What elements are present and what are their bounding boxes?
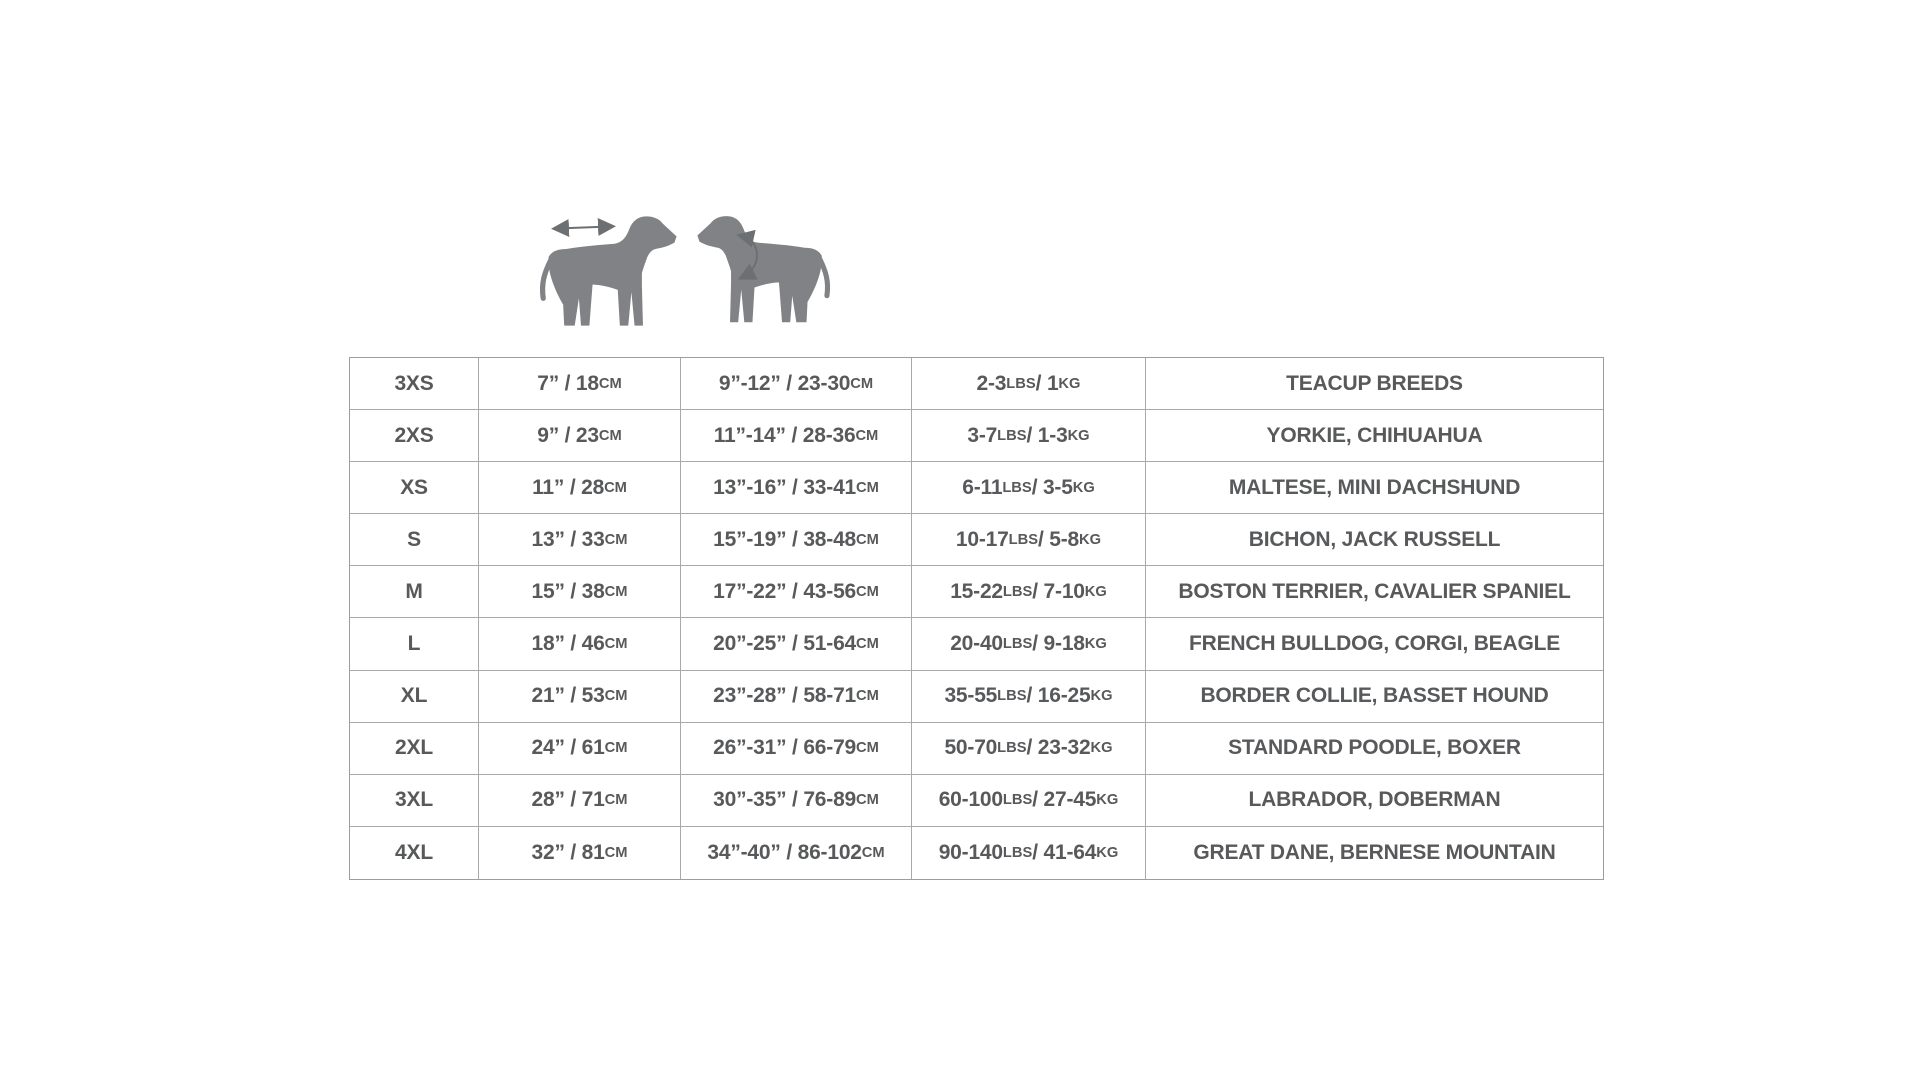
cell-size: XL bbox=[350, 671, 479, 723]
cell-weight: 50-70 LBS / 23-32 KG bbox=[912, 723, 1146, 775]
cell-chest: 34”-40” / 86-102 CM bbox=[681, 827, 912, 879]
cell-back-length: 28” / 71 CM bbox=[479, 775, 681, 827]
cell-weight: 3-7 LBS / 1-3 KG bbox=[912, 410, 1146, 462]
cell-back-length: 32” / 81 CM bbox=[479, 827, 681, 879]
back-length-arrow-icon bbox=[557, 227, 610, 229]
size-table bbox=[349, 357, 1604, 880]
cell-breeds: LABRADOR, DOBERMAN bbox=[1146, 775, 1603, 827]
cell-breeds: GREAT DANE, BERNESE MOUNTAIN bbox=[1193, 840, 1556, 864]
cell-weight: 2-3 LBS / 1 KG bbox=[912, 358, 1146, 410]
cell-back-length: 7” / 18 CM bbox=[479, 358, 681, 410]
cell-breeds: BORDER COLLIE, BASSET HOUND bbox=[1146, 671, 1603, 723]
cell-breeds: FRENCH BULLDOG, CORGI, BEAGLE bbox=[1146, 618, 1603, 670]
cell-weight: 20-40 LBS / 9-18 KG bbox=[912, 618, 1146, 670]
cell-breeds: YORKIE, CHIHUAHUA bbox=[1146, 410, 1603, 462]
cell-chest: 15”-19” / 38-48 CM bbox=[681, 514, 912, 566]
cell-chest: 23”-28” / 58-71 CM bbox=[681, 671, 912, 723]
cell-weight: 15-22 LBS / 7-10 KG bbox=[912, 566, 1146, 618]
cell-weight: 60-100 LBS / 27-45 KG bbox=[912, 775, 1146, 827]
cell-size: M bbox=[350, 566, 479, 618]
cell-size: S bbox=[350, 514, 479, 566]
cell-breeds: TEACUP BREEDS bbox=[1146, 358, 1603, 410]
cell-size: L bbox=[350, 618, 479, 670]
cell-chest: 11”-14” / 28-36 CM bbox=[681, 410, 912, 462]
dog-chest-girth-icon bbox=[697, 216, 827, 322]
cell-chest: 17”-22” / 43-56 CM bbox=[681, 566, 912, 618]
cell-chest: 30”-35” / 76-89 CM bbox=[681, 775, 912, 827]
cell-breeds: STANDARD POODLE, BOXER bbox=[1146, 723, 1603, 775]
cell-chest: 20”-25” / 51-64 CM bbox=[681, 618, 912, 670]
cell-back-length: 11” / 28 CM bbox=[479, 462, 681, 514]
cell-back-length: 13” / 33 CM bbox=[479, 514, 681, 566]
cell-chest: 9”-12” / 23-30 CM bbox=[681, 358, 912, 410]
cell-size: 4XL bbox=[350, 827, 479, 879]
cell-chest: 26”-31” / 66-79 CM bbox=[681, 723, 912, 775]
cell-weight: 90-140 LBS / 41-64 KG bbox=[912, 827, 1146, 879]
cell-size: 2XL bbox=[350, 723, 479, 775]
cell-weight: 10-17 LBS / 5-8 KG bbox=[912, 514, 1146, 566]
cell-breeds: BICHON, JACK RUSSELL bbox=[1146, 514, 1603, 566]
cell-back-length: 24” / 61 CM bbox=[479, 723, 681, 775]
cell-chest: 13”-16” / 33-41 CM bbox=[681, 462, 912, 514]
dog-measurement-illustration bbox=[538, 203, 838, 335]
cell-size: 3XL bbox=[350, 775, 479, 827]
cell-breeds: MALTESE, MINI DACHSHUND bbox=[1146, 462, 1603, 514]
cell-weight: 6-11 LBS / 3-5 KG bbox=[912, 462, 1146, 514]
cell-breeds: BOSTON TERRIER, CAVALIER SPANIEL bbox=[1146, 566, 1603, 618]
dog-back-length-icon bbox=[543, 216, 677, 325]
cell-back-length: 15” / 38 CM bbox=[479, 566, 681, 618]
cell-back-length: 18” / 46 CM bbox=[479, 618, 681, 670]
cell-back-length: 9” / 23 CM bbox=[479, 410, 681, 462]
cell-back-length: 21” / 53 CM bbox=[479, 671, 681, 723]
cell-weight: 35-55 LBS / 16-25 KG bbox=[912, 671, 1146, 723]
cell-size: XS bbox=[350, 462, 479, 514]
cell-size: 2XS bbox=[350, 410, 479, 462]
cell-size: 3XS bbox=[350, 358, 479, 410]
